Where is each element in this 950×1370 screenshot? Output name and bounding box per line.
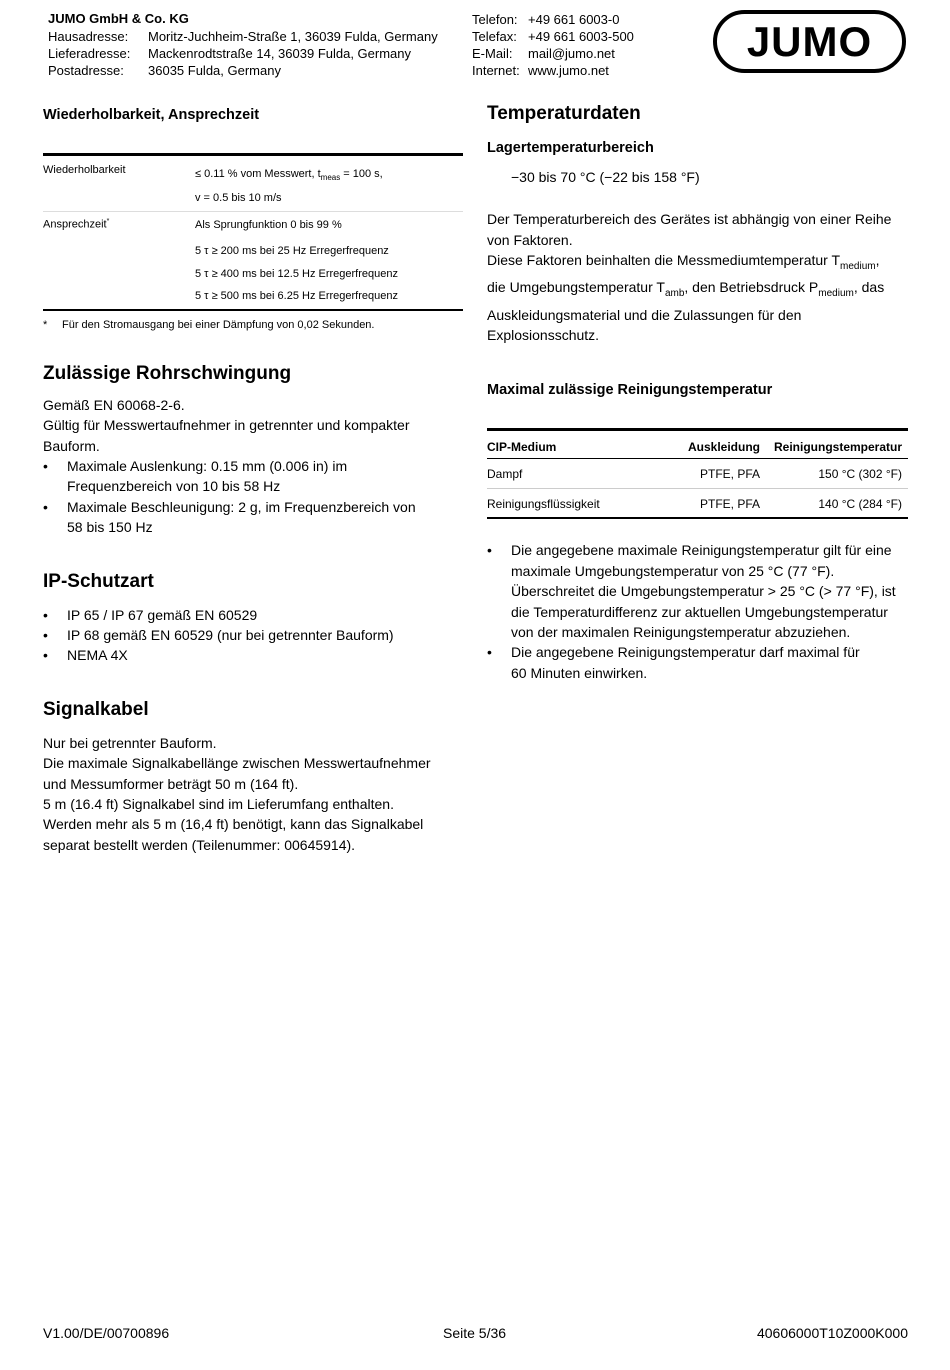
subscript: medium: [840, 261, 876, 273]
text-line: Auskleidungsmaterial und die Zulassungen für den: [487, 306, 802, 323]
contact-row: [472, 45, 634, 62]
subscript: amb: [664, 288, 685, 300]
footer-page-number: Seite 5/36: [443, 1325, 507, 1341]
superscript: *: [106, 218, 110, 226]
list-item: [43, 456, 463, 497]
cable-text: [43, 733, 463, 855]
column-header: Auskleidung: [687, 440, 760, 455]
address-label: Hausadresse:: [48, 29, 129, 44]
subscript: medium: [818, 288, 854, 300]
label-text: Ansprechzeit: [43, 218, 107, 231]
storage-heading: Lagertemperaturbereich: [487, 140, 654, 156]
text-line: [487, 277, 908, 304]
text-span: , das: [853, 279, 885, 296]
left-column: [43, 100, 463, 855]
text-line: und Messumformer beträgt 50 m (164 ft).: [43, 775, 299, 792]
footnote-mark: *: [43, 318, 48, 331]
column-header: Reinigungstemperatur: [773, 440, 902, 455]
contact-label: Telefax:: [472, 29, 517, 44]
value-text: = 100 s,: [340, 168, 383, 180]
text-line: Frequenzbereich von 10 bis 58 Hz: [67, 478, 281, 495]
table-header-row: [487, 430, 908, 459]
right-column: [487, 100, 908, 683]
value-line: v = 0.5 bis 10 m/s: [195, 192, 282, 205]
contact-row: [472, 11, 634, 28]
table-cell: PTFE, PFA: [699, 467, 760, 482]
footer-doc-number: 40606000T10Z000K000: [756, 1325, 908, 1341]
text-line: 58 bis 150 Hz: [67, 519, 153, 536]
jumo-logo: [713, 10, 906, 73]
text-line: von Faktoren.: [487, 231, 573, 248]
cleaning-notes: [487, 540, 908, 683]
subscript: meas: [320, 173, 341, 183]
row-value: [195, 155, 463, 212]
email-link[interactable]: mail@jumo.net: [528, 46, 615, 61]
column-header: CIP-Medium: [487, 440, 557, 455]
ip-heading: IP-Schutzart: [43, 570, 154, 592]
text-line: 5 m (16.4 ft) Signalkabel sind im Lieferumfang enthalten.: [43, 795, 394, 812]
text-line: maximale Umgebungstemperatur von 25 °C (77 °F).: [511, 562, 835, 579]
contact-label: E-Mail:: [472, 46, 513, 61]
text-line: Gemäß EN 60068-2-6.: [43, 396, 185, 413]
contact-label: Telefon:: [472, 12, 518, 27]
address-value: Moritz-Juchheim-Straße 1, 36039 Fulda, Germany: [148, 29, 438, 44]
address-value: 36035 Fulda, Germany: [148, 63, 281, 78]
cleaning-table: [487, 428, 908, 519]
text-line: • Maximale Beschleunigung: 2 g, im Frequenzbereich von: [67, 498, 416, 515]
address-row: [48, 45, 438, 62]
contact-row: [472, 62, 634, 79]
text-span: Diese Faktoren beinhalten die Messmediumtemperatur T: [487, 252, 841, 269]
footnote: [43, 319, 463, 331]
cleaning-heading: Maximal zulässige Reinigungstemperatur: [487, 382, 773, 399]
text-line: Nur bei getrennter Bauform.: [43, 734, 217, 751]
logo-text: JUMO: [746, 17, 873, 65]
value-line: Als Sprungfunktion 0 bis 99 %: [195, 219, 342, 232]
repeat-table: [43, 153, 463, 311]
list-item: [487, 642, 908, 683]
address-value: Mackenrodtstraße 14, 36039 Fulda, Germany: [148, 46, 412, 61]
value-line: [195, 164, 463, 188]
temp-heading: Temperaturdaten: [487, 103, 641, 124]
value-text: ≤ 0.11 % vom Messwert, t: [195, 168, 321, 180]
address-row: [48, 28, 438, 45]
contact-block: [472, 11, 634, 79]
text-line: von der maximalen Reinigungstemperatur abzuziehen.: [511, 624, 851, 641]
table-cell: Reinigungsflüssigkeit: [487, 497, 600, 512]
list-item: [43, 497, 463, 538]
text-line: 60 Minuten einwirken.: [511, 664, 648, 681]
row-value: [195, 212, 463, 310]
address-label: Lieferadresse:: [48, 46, 131, 61]
ip-list: [43, 605, 463, 666]
value-line: 5 τ ≥ 200 ms bei 25 Hz Erregerfrequenz: [195, 245, 389, 258]
table-row: [487, 489, 908, 519]
text-line: • Maximale Auslenkung: 0.15 mm (0.006 in) im: [67, 457, 348, 474]
list-item: • IP 65 / IP 67 gemäß EN 60529: [43, 605, 463, 625]
list-item: • IP 68 gemäß EN 60529 (nur bei getrennter Bauform): [43, 625, 463, 645]
list-item: [487, 540, 908, 642]
vibration-text: [43, 395, 463, 456]
website-link[interactable]: www.jumo.net: [528, 63, 609, 78]
repeat-heading: Wiederholbarkeit, Ansprechzeit: [43, 107, 260, 123]
contact-value: +49 661 6003-500: [528, 29, 634, 44]
company-name: JUMO GmbH & Co. KG: [48, 11, 189, 26]
text-line: Gültig für Messwertaufnehmer in getrennter und kompakter: [43, 417, 410, 434]
table-cell: Dampf: [487, 467, 523, 482]
text-line: Bauform.: [43, 437, 100, 454]
contact-row: [472, 28, 634, 45]
text-line: Die maximale Signalkabellänge zwischen Messwertaufnehmer: [43, 755, 431, 772]
footer-version: V1.00/DE/00700896: [43, 1325, 170, 1341]
table-row: [43, 155, 463, 212]
value-line: 5 τ ≥ 400 ms bei 12.5 Hz Erregerfrequenz: [195, 267, 398, 280]
cable-heading: Signalkabel: [43, 698, 149, 720]
text-span: die Umgebungstemperatur T: [487, 279, 665, 296]
text-line: Explosionsschutz.: [487, 327, 600, 344]
table-row: [487, 459, 908, 489]
footnote-text: Für den Stromausgang bei einer Dämpfung von 0,02 Sekunden.: [62, 318, 375, 331]
table-row: [43, 212, 463, 310]
storage-value: −30 bis 70 °C (−22 bis 158 °F): [511, 169, 700, 185]
address-label: Postadresse:: [48, 63, 124, 78]
text-line: • Die angegebene maximale Reinigungstemperatur gilt für eine: [511, 542, 892, 559]
text-line: Überschreitet die Umgebungstemperatur > 25 °C (> 77 °F), ist: [511, 583, 896, 600]
text-line: separat bestellt werden (Teilenummer: 00645914).: [43, 836, 356, 853]
text-line: Der Temperaturbereich des Gerätes ist abhängig von einer Reihe: [487, 211, 892, 228]
vibration-heading: Zulässige Rohrschwingung: [43, 362, 292, 384]
contact-label: Internet:: [472, 63, 520, 78]
temp-text: [487, 209, 908, 345]
vibration-list: [43, 456, 463, 538]
text-line: Werden mehr als 5 m (16,4 ft) benötigt, kann das Signalkabel: [43, 816, 424, 833]
row-label: Wiederholbarkeit: [43, 164, 126, 176]
text-line: [487, 250, 908, 277]
address-block: [48, 28, 438, 79]
text-span: ,: [875, 252, 880, 269]
text-span: , den Betriebsdruck P: [684, 279, 819, 296]
list-item: • NEMA 4X: [43, 645, 463, 665]
address-row: [48, 62, 438, 79]
value-line: 5 τ ≥ 500 ms bei 6.25 Hz Erregerfrequenz: [195, 290, 398, 303]
table-cell: 140 °C (284 °F): [818, 497, 902, 512]
text-line: • Die angegebene Reinigungstemperatur darf maximal für: [511, 644, 860, 661]
table-cell: 150 °C (302 °F): [818, 467, 902, 482]
row-label: [43, 212, 195, 310]
contact-value: +49 661 6003-0: [528, 12, 620, 27]
table-cell: PTFE, PFA: [699, 497, 760, 512]
text-line: die Temperaturdifferenz zur aktuellen Umgebungstemperatur: [511, 603, 888, 620]
